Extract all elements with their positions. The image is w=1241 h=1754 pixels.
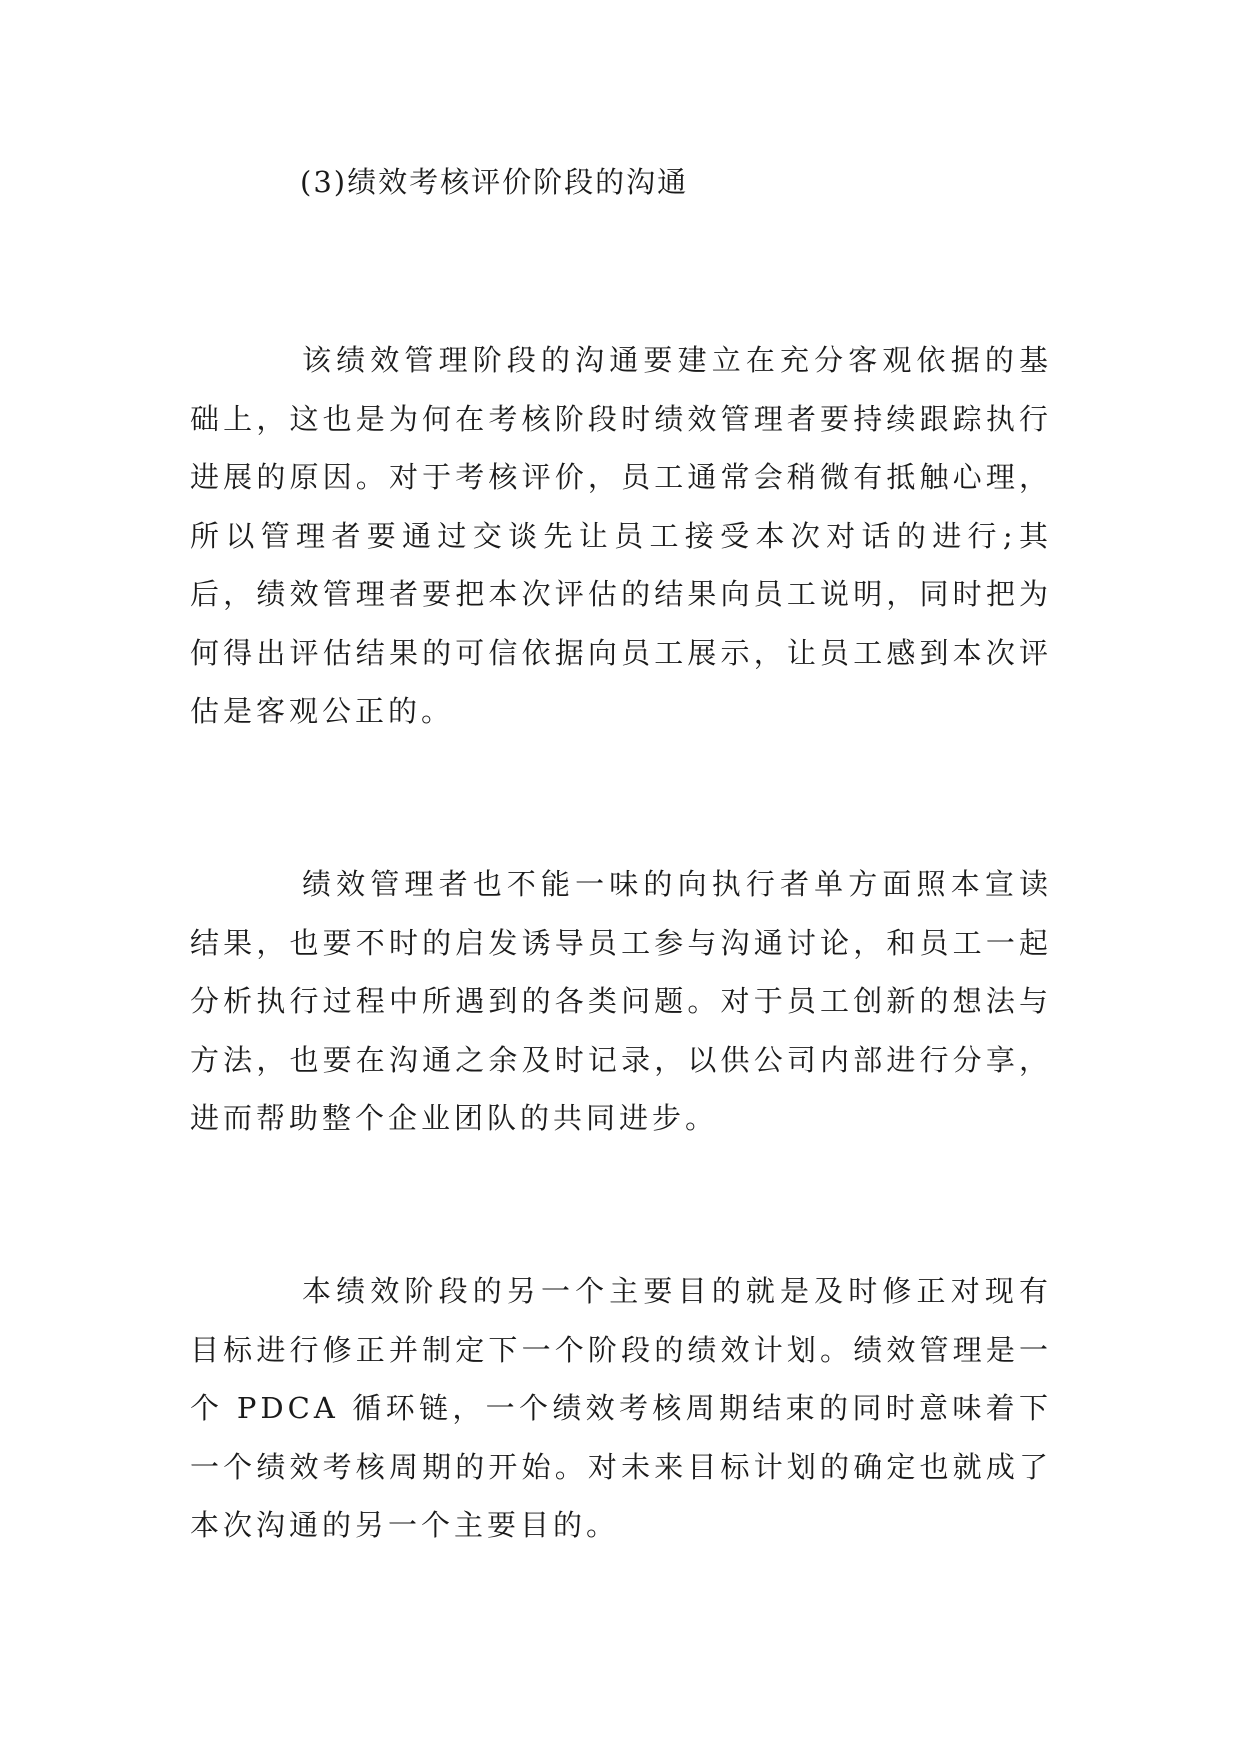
paragraph: 本绩效阶段的另一个主要目的就是及时修正对现有目标进行修正并制定下一个阶段的绩效计划。绩效管理是一个 PDCA 循环链，一个绩效考核周期结束的同时意味着下一个绩效考核周期的开始。对未来目标计划的确定也就成了本次沟通的另一个主要目的。 — [190, 1274, 1052, 1542]
paragraph: 该绩效管理阶段的沟通要建立在充分客观依据的基础上，这也是为何在考核阶段时绩效管理者要持续跟踪执行进展的原因。对于考核评价，员工通常会稍微有抵触心理，所以管理者要通过交谈先让员工接受本次对话的进行;其后，绩效管理者要把本次评估的结果向员工说明，同时把为何得出评估结果的可信依据向员工展示，让员工感到本次评估是客观公正的。 — [190, 343, 1052, 728]
section-heading: (3)绩效考核评价阶段的沟通 — [300, 165, 689, 199]
paragraph: 绩效管理者也不能一味的向执行者单方面照本宣读结果，也要不时的启发诱导员工参与沟通讨论，和员工一起分析执行过程中所遇到的各类问题。对于员工创新的想法与方法，也要在沟通之余及时记录，以供公司内部进行分享，进而帮助整个企业团队的共同进步。 — [190, 867, 1052, 1135]
